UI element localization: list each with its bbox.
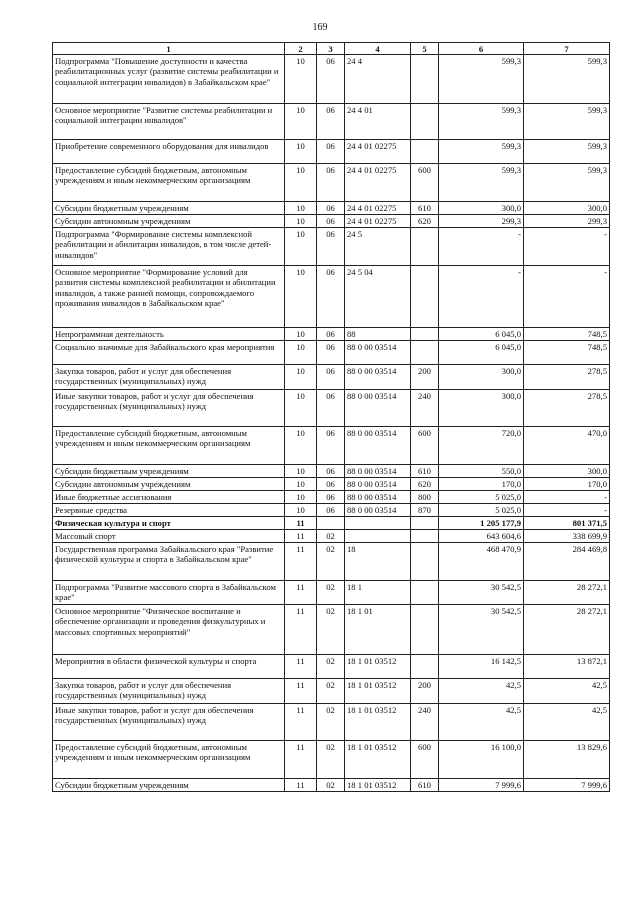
row-target-article: 88 0 00 03514 (345, 390, 411, 427)
header-col-value-2: 7 (524, 43, 610, 55)
row-target-article: 24 4 01 (345, 104, 411, 140)
row-section: 10 (285, 215, 317, 228)
row-subsection: 06 (317, 365, 345, 390)
row-value-1: 468 470,9 (439, 543, 524, 581)
row-section: 10 (285, 104, 317, 140)
row-expense-type: 610 (411, 779, 439, 792)
row-subsection: 06 (317, 390, 345, 427)
row-section: 10 (285, 328, 317, 341)
row-value-1: - (439, 228, 524, 266)
row-name: Мероприятия в области физической культуры и спорта (53, 655, 285, 679)
row-value-2: 338 699,9 (524, 530, 610, 543)
row-expense-type: 620 (411, 215, 439, 228)
row-name: Приобретение современного оборудования для инвалидов (53, 140, 285, 164)
row-subsection: 02 (317, 605, 345, 655)
row-value-2: 470,0 (524, 427, 610, 465)
row-value-2: 13 829,6 (524, 741, 610, 779)
row-value-2: 801 371,5 (524, 517, 610, 530)
row-expense-type (411, 266, 439, 328)
row-value-2: 28 272,1 (524, 581, 610, 605)
row-subsection: 06 (317, 341, 345, 365)
row-expense-type (411, 140, 439, 164)
table-row (53, 517, 610, 530)
row-expense-type: 610 (411, 202, 439, 215)
row-section: 10 (285, 465, 317, 478)
row-expense-type (411, 605, 439, 655)
row-name: Основное мероприятие "Физическое воспитание и обеспечение организации и проведения физкультурных и массовых спортивных мероприятий" (53, 605, 285, 655)
table-body (53, 55, 610, 792)
row-expense-type: 200 (411, 679, 439, 704)
row-name: Предоставление субсидий бюджетным, автономным учреждениям и иным некоммерческим организациям (53, 164, 285, 202)
row-value-2: 42,5 (524, 679, 610, 704)
table-row (53, 55, 610, 104)
row-expense-type: 240 (411, 390, 439, 427)
row-target-article (345, 530, 411, 543)
row-expense-type (411, 655, 439, 679)
row-value-2: 7 999,6 (524, 779, 610, 792)
row-value-1: 42,5 (439, 679, 524, 704)
row-value-1: 16 142,5 (439, 655, 524, 679)
row-target-article: 24 4 01 02275 (345, 164, 411, 202)
row-section: 10 (285, 140, 317, 164)
row-subsection: 06 (317, 164, 345, 202)
header-col-value-1: 6 (439, 43, 524, 55)
row-target-article: 18 1 01 03512 (345, 704, 411, 741)
row-expense-type (411, 341, 439, 365)
row-value-1: 643 604,6 (439, 530, 524, 543)
header-row (53, 43, 610, 55)
row-value-2: 299,3 (524, 215, 610, 228)
row-expense-type (411, 55, 439, 104)
row-subsection: 02 (317, 581, 345, 605)
row-target-article (345, 517, 411, 530)
row-expense-type (411, 581, 439, 605)
row-section: 10 (285, 341, 317, 365)
table-row (53, 341, 610, 365)
row-value-2: 599,3 (524, 140, 610, 164)
row-value-2: 13 872,1 (524, 655, 610, 679)
row-value-2: 300,0 (524, 202, 610, 215)
row-value-2: - (524, 491, 610, 504)
row-target-article: 24 4 (345, 55, 411, 104)
row-subsection: 06 (317, 427, 345, 465)
row-target-article: 88 0 00 03514 (345, 427, 411, 465)
row-value-2: - (524, 504, 610, 517)
row-expense-type: 200 (411, 365, 439, 390)
table-row (53, 655, 610, 679)
row-section: 11 (285, 655, 317, 679)
row-name: Государственная программа Забайкальского края "Развитие физической культуры и спорта в Забайкальском крае" (53, 543, 285, 581)
row-target-article: 24 5 04 (345, 266, 411, 328)
row-section: 10 (285, 266, 317, 328)
table-row (53, 581, 610, 605)
row-section: 11 (285, 779, 317, 792)
table-row (53, 605, 610, 655)
row-name: Подпрограмма "Повышение доступности и качества реабилитационных услуг (развитие системы реабилитации и социальной интеграции инвалидов) в Забайкальском крае" (53, 55, 285, 104)
row-subsection: 02 (317, 655, 345, 679)
row-target-article: 18 1 01 03512 (345, 679, 411, 704)
row-target-article: 88 0 00 03514 (345, 504, 411, 517)
row-value-1: 599,3 (439, 164, 524, 202)
row-subsection: 06 (317, 228, 345, 266)
row-name: Иные закупки товаров, работ и услуг для обеспечения государственных (муниципальных) нужд (53, 390, 285, 427)
row-expense-type (411, 328, 439, 341)
row-target-article: 18 1 (345, 581, 411, 605)
row-name: Субсидии бюджетным учреждениям (53, 202, 285, 215)
row-value-1: 6 045,0 (439, 341, 524, 365)
row-value-1: 7 999,6 (439, 779, 524, 792)
row-target-article: 88 (345, 328, 411, 341)
row-expense-type: 600 (411, 427, 439, 465)
table-row (53, 215, 610, 228)
row-target-article: 18 1 01 03512 (345, 655, 411, 679)
row-target-article: 88 0 00 03514 (345, 491, 411, 504)
header-col-target-article: 4 (345, 43, 411, 55)
row-name: Социально значимые для Забайкальского края мероприятия (53, 341, 285, 365)
row-value-2: 748,5 (524, 341, 610, 365)
table-row (53, 530, 610, 543)
row-value-1: 599,3 (439, 140, 524, 164)
row-subsection: 02 (317, 779, 345, 792)
row-expense-type: 610 (411, 465, 439, 478)
row-target-article: 88 0 00 03514 (345, 465, 411, 478)
row-section: 11 (285, 704, 317, 741)
table-row (53, 164, 610, 202)
table-row (53, 104, 610, 140)
row-expense-type (411, 543, 439, 581)
row-subsection: 02 (317, 741, 345, 779)
table-row (53, 478, 610, 491)
row-value-2: 599,3 (524, 55, 610, 104)
row-expense-type: 600 (411, 741, 439, 779)
row-value-2: 278,5 (524, 365, 610, 390)
row-expense-type (411, 104, 439, 140)
row-name: Основное мероприятие "Развитие системы реабилитации и социальной интеграции инвалидов" (53, 104, 285, 140)
row-name: Субсидии автономным учреждениям (53, 215, 285, 228)
row-subsection: 06 (317, 55, 345, 104)
row-name: Иные бюджетные ассигнования (53, 491, 285, 504)
row-value-1: 170,0 (439, 478, 524, 491)
table-row (53, 202, 610, 215)
row-target-article: 88 0 00 03514 (345, 365, 411, 390)
row-section: 11 (285, 530, 317, 543)
row-expense-type: 870 (411, 504, 439, 517)
row-name: Субсидии автономным учреждениям (53, 478, 285, 491)
row-name: Основное мероприятие "Формирование условий для развития системы комплексной реабилитации и абилитации инвалидов, а также ранней помощи, сопровождаемого проживания инвалидов в Забайкальском крае" (53, 266, 285, 328)
row-value-1: 30 542,5 (439, 581, 524, 605)
row-target-article: 24 4 01 02275 (345, 140, 411, 164)
row-name: Массовый спорт (53, 530, 285, 543)
row-target-article: 24 5 (345, 228, 411, 266)
row-target-article: 24 4 01 02275 (345, 215, 411, 228)
row-name: Физическая культура и спорт (53, 517, 285, 530)
budget-table (52, 42, 610, 792)
row-value-1: 6 045,0 (439, 328, 524, 341)
row-section: 10 (285, 504, 317, 517)
row-name: Подпрограмма "Формирование системы комплексной реабилитации и абилитации инвалидов, в том числе детей-инвалидов" (53, 228, 285, 266)
row-section: 11 (285, 581, 317, 605)
table-row (53, 365, 610, 390)
row-value-1: 599,3 (439, 55, 524, 104)
row-section: 10 (285, 390, 317, 427)
table-row (53, 228, 610, 266)
row-value-1: 5 025,0 (439, 491, 524, 504)
row-value-1: 299,3 (439, 215, 524, 228)
table-row (53, 390, 610, 427)
table-row (53, 427, 610, 465)
row-value-1: 16 100,0 (439, 741, 524, 779)
row-section: 10 (285, 427, 317, 465)
row-value-1: 30 542,5 (439, 605, 524, 655)
row-name: Субсидии бюджетным учреждениям (53, 779, 285, 792)
row-subsection: 06 (317, 465, 345, 478)
row-name: Иные закупки товаров, работ и услуг для обеспечения государственных (муниципальных) нужд (53, 704, 285, 741)
row-value-2: 748,5 (524, 328, 610, 341)
row-subsection: 02 (317, 543, 345, 581)
row-name: Субсидии бюджетным учреждениям (53, 465, 285, 478)
row-target-article: 18 (345, 543, 411, 581)
header-col-expense-type: 5 (411, 43, 439, 55)
row-subsection: 06 (317, 104, 345, 140)
row-name: Резервные средства (53, 504, 285, 517)
table-row (53, 491, 610, 504)
header-col-subsection: 3 (317, 43, 345, 55)
row-subsection: 02 (317, 704, 345, 741)
row-subsection: 06 (317, 266, 345, 328)
row-section: 11 (285, 543, 317, 581)
row-subsection: 06 (317, 478, 345, 491)
row-name: Предоставление субсидий бюджетным, автономным учреждениям и иным некоммерческим организациям (53, 427, 285, 465)
row-value-1: 300,0 (439, 390, 524, 427)
row-target-article: 88 0 00 03514 (345, 478, 411, 491)
table-row (53, 504, 610, 517)
row-value-1: 300,0 (439, 202, 524, 215)
row-subsection: 06 (317, 140, 345, 164)
table-row (53, 465, 610, 478)
row-value-1: 720,0 (439, 427, 524, 465)
row-value-2: 300,0 (524, 465, 610, 478)
row-subsection: 06 (317, 328, 345, 341)
row-subsection: 06 (317, 202, 345, 215)
row-value-1: 5 025,0 (439, 504, 524, 517)
row-subsection: 02 (317, 679, 345, 704)
header-col-section: 2 (285, 43, 317, 55)
row-name: Предоставление субсидий бюджетным, автономным учреждениям и иным некоммерческим организациям (53, 741, 285, 779)
row-value-2: 170,0 (524, 478, 610, 491)
row-section: 11 (285, 741, 317, 779)
row-expense-type: 240 (411, 704, 439, 741)
header-col-name: 1 (53, 43, 285, 55)
row-target-article: 18 1 01 (345, 605, 411, 655)
row-expense-type: 620 (411, 478, 439, 491)
table-row (53, 704, 610, 741)
row-value-1: 300,0 (439, 365, 524, 390)
row-value-2: 28 272,1 (524, 605, 610, 655)
row-subsection: 06 (317, 491, 345, 504)
table-row (53, 140, 610, 164)
row-section: 11 (285, 605, 317, 655)
row-section: 10 (285, 202, 317, 215)
row-subsection: 06 (317, 504, 345, 517)
row-target-article: 18 1 01 03512 (345, 741, 411, 779)
row-section: 10 (285, 228, 317, 266)
row-value-1: 550,0 (439, 465, 524, 478)
page-number: 169 (312, 22, 328, 33)
row-name: Закупка товаров, работ и услуг для обеспечения государственных (муниципальных) нужд (53, 679, 285, 704)
row-expense-type: 800 (411, 491, 439, 504)
row-section: 10 (285, 55, 317, 104)
row-section: 11 (285, 517, 317, 530)
row-target-article: 24 4 01 02275 (345, 202, 411, 215)
row-section: 10 (285, 164, 317, 202)
row-expense-type (411, 530, 439, 543)
row-subsection (317, 517, 345, 530)
row-value-2: 599,3 (524, 104, 610, 140)
row-section: 10 (285, 491, 317, 504)
row-target-article: 18 1 01 03512 (345, 779, 411, 792)
row-name: Непрограммная деятельность (53, 328, 285, 341)
row-expense-type: 600 (411, 164, 439, 202)
row-value-2: 284 469,8 (524, 543, 610, 581)
row-name: Закупка товаров, работ и услуг для обеспечения государственных (муниципальных) нужд (53, 365, 285, 390)
table-row (53, 779, 610, 792)
row-value-2: - (524, 266, 610, 328)
row-value-2: 278,5 (524, 390, 610, 427)
table-row (53, 741, 610, 779)
row-value-1: 42,5 (439, 704, 524, 741)
row-value-2: - (524, 228, 610, 266)
row-section: 10 (285, 365, 317, 390)
table-row (53, 543, 610, 581)
row-expense-type (411, 228, 439, 266)
row-value-1: - (439, 266, 524, 328)
row-value-2: 42,5 (524, 704, 610, 741)
row-section: 11 (285, 679, 317, 704)
row-value-1: 599,3 (439, 104, 524, 140)
table-row (53, 328, 610, 341)
table-row (53, 679, 610, 704)
row-section: 10 (285, 478, 317, 491)
row-value-1: 1 205 177,9 (439, 517, 524, 530)
row-target-article: 88 0 00 03514 (345, 341, 411, 365)
table-row (53, 266, 610, 328)
row-expense-type (411, 517, 439, 530)
row-name: Подпрограмма "Развитие массового спорта в Забайкальском крае" (53, 581, 285, 605)
row-subsection: 06 (317, 215, 345, 228)
row-subsection: 02 (317, 530, 345, 543)
row-value-2: 599,3 (524, 164, 610, 202)
